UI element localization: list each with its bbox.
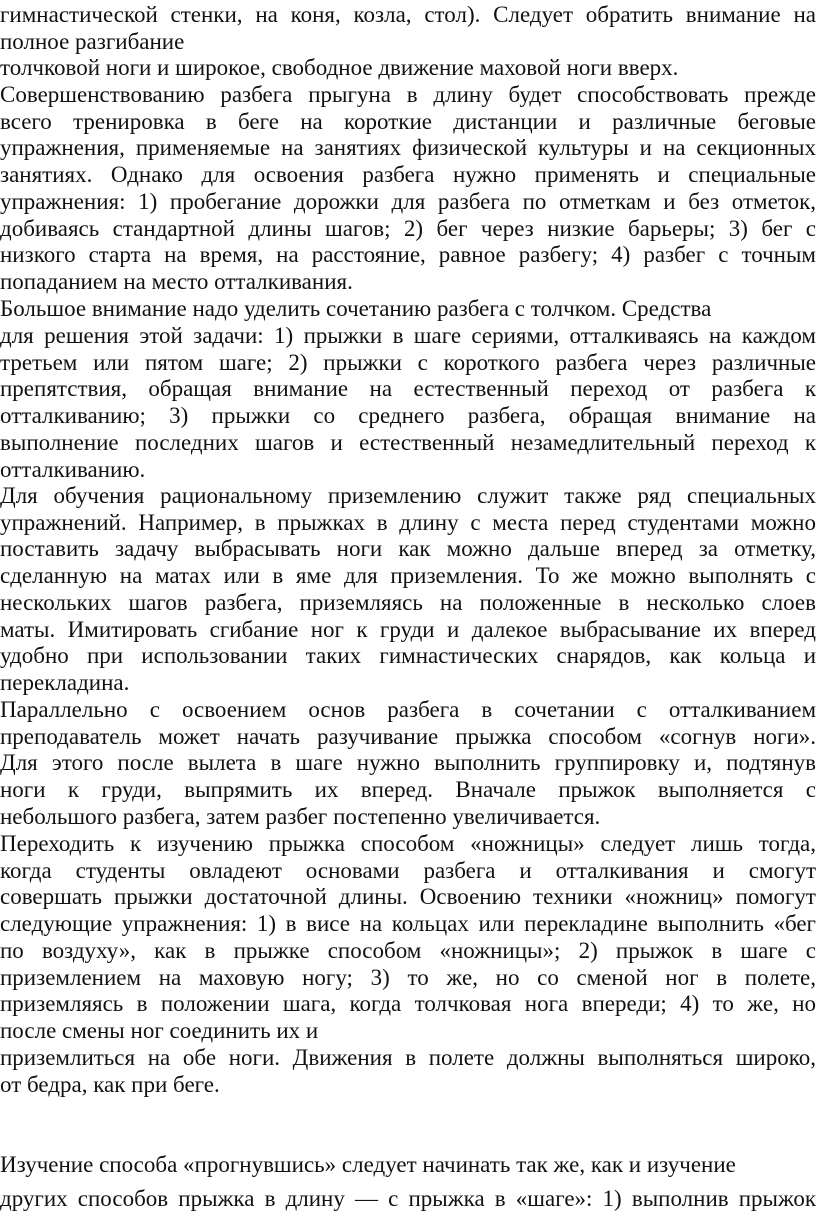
text-line: ноги к груди, выпрямить их вперед. Вначале прыжок выполняется с bbox=[0, 777, 816, 803]
text-line: Совершенствованию разбега прыгуна в длину будет способствовать прежде bbox=[0, 82, 816, 107]
text-line: препятствия, обращая внимание на естественный переход от разбега к bbox=[0, 376, 816, 402]
text-line: приземляясь в положении шага, когда толчковая нога впереди; 4) то же, но bbox=[0, 991, 816, 1017]
text-line: маты. Имитировать сгибание ног к груди и далекое выбрасывание их вперед bbox=[0, 616, 816, 642]
paragraph-6 bbox=[0, 483, 816, 697]
text-line: Для обучения рациональному приземлению служит также ряд специальных bbox=[0, 483, 816, 508]
text-line: поставить задачу выбрасывать ноги как можно дальше вперед за отметку, bbox=[0, 536, 816, 562]
text-line: перекладина. bbox=[0, 669, 130, 695]
text-line: упражнения, применяемые на занятиях физической культуры и на секционных bbox=[0, 135, 816, 161]
text-line: когда студенты овладеют основами разбега и отталкивания и смогут bbox=[0, 857, 816, 883]
text-line: сделанную на матах или в яме для приземления. То же можно выполнять с bbox=[0, 563, 816, 589]
text-line: попаданием на место отталкивания. bbox=[0, 268, 353, 294]
text-line: Переходить к изучению прыжка способом «ножницы» следует лишь тогда, bbox=[0, 831, 816, 856]
text-line: упражнения: 1) пробегание дорожки для разбега по отметкам и без отметок, bbox=[0, 188, 816, 214]
text-line: отталкиванию; 3) прыжки со среднего разбега, обращая внимание на bbox=[0, 403, 816, 429]
text-line: выполнение последних шагов и естественный незамедлительный переход к bbox=[0, 429, 816, 455]
text-line: всего тренировка в беге на короткие дистанции и различные беговые bbox=[0, 108, 816, 134]
text-line: Изучение способа «прогнувшись» следует начинать так же, как и изучение bbox=[0, 1152, 736, 1177]
text-line: занятиях. Однако для освоения разбега нужно применять и специальные bbox=[0, 162, 816, 188]
text-line: низкого старта на время, на расстояние, равное разбегу; 4) разбег с точным bbox=[0, 242, 816, 268]
paragraph-8 bbox=[0, 831, 816, 1045]
paragraph-9 bbox=[0, 1045, 816, 1098]
text-line: приземлиться на обе ноги. Движения в полете должны выполняться широко, bbox=[0, 1045, 816, 1070]
text-line: полное разгибание bbox=[0, 28, 185, 54]
text-line: преподаватель может начать разучивание прыжка способом «согнув ноги». bbox=[0, 723, 816, 749]
paragraph-10 bbox=[0, 1152, 816, 1212]
paragraph-2 bbox=[0, 55, 816, 82]
text-line: по воздуху», как в прыжке способом «ножницы»; 2) прыжок в шаге с bbox=[0, 937, 816, 963]
text-line: после смены ног соединить их и bbox=[0, 1017, 319, 1043]
text-line: толчковой ноги и широкое, свободное движение маховой ноги вверх. bbox=[0, 55, 679, 80]
text-line: следующие упражнения: 1) в висе на кольцах или перекладине выполнить «бег bbox=[0, 911, 816, 937]
text-line: Большое внимание надо уделить сочетанию разбега с толчком. Средства bbox=[0, 296, 712, 321]
text-line: других способов прыжка в длину — с прыжка в «шаге»: 1) выполнив прыжок bbox=[0, 1185, 816, 1211]
text-line: третьем или пятом шаге; 2) прыжки с короткого разбега через различные bbox=[0, 349, 816, 375]
text-line: совершать прыжки достаточной длины. Освоению техники «ножниц» помогут bbox=[0, 884, 816, 910]
text-line: Параллельно с освоением основ разбега в сочетании с отталкиванием bbox=[0, 697, 816, 722]
text-line: упражнений. Например, в прыжках в длину с места перед студентами можно bbox=[0, 509, 816, 535]
paragraph-1 bbox=[0, 2, 816, 55]
text-line: нескольких шагов разбега, приземляясь на положенные в несколько слоев bbox=[0, 589, 816, 615]
paragraph-7 bbox=[0, 697, 816, 831]
paragraph-4 bbox=[0, 296, 816, 323]
text-line: от бедра, как при беге. bbox=[0, 1071, 220, 1097]
text-line: Для этого после вылета в шаге нужно выполнить группировку и, подтянув bbox=[0, 750, 816, 776]
paragraph-3 bbox=[0, 82, 816, 296]
text-line: удобно при использовании таких гимнастических снарядов, как кольца и bbox=[0, 643, 816, 669]
text-line: добиваясь стандартной длины шагов; 2) бег через низкие барьеры; 3) бег с bbox=[0, 215, 816, 241]
text-line: небольшого разбега, затем разбег постепенно увеличивается. bbox=[0, 803, 601, 829]
text-line: отталкиванию. bbox=[0, 456, 146, 482]
text-line: приземлением на маховую ногу; 3) то же, но со сменой ног в полете, bbox=[0, 964, 816, 990]
text-line: гимнастической стенки, на коня, козла, стол). Следует обратить внимание на bbox=[0, 2, 816, 27]
text-line: для решения этой задачи: 1) прыжки в шаге сериями, отталкиваясь на каждом bbox=[0, 323, 816, 348]
paragraph-5 bbox=[0, 323, 816, 483]
